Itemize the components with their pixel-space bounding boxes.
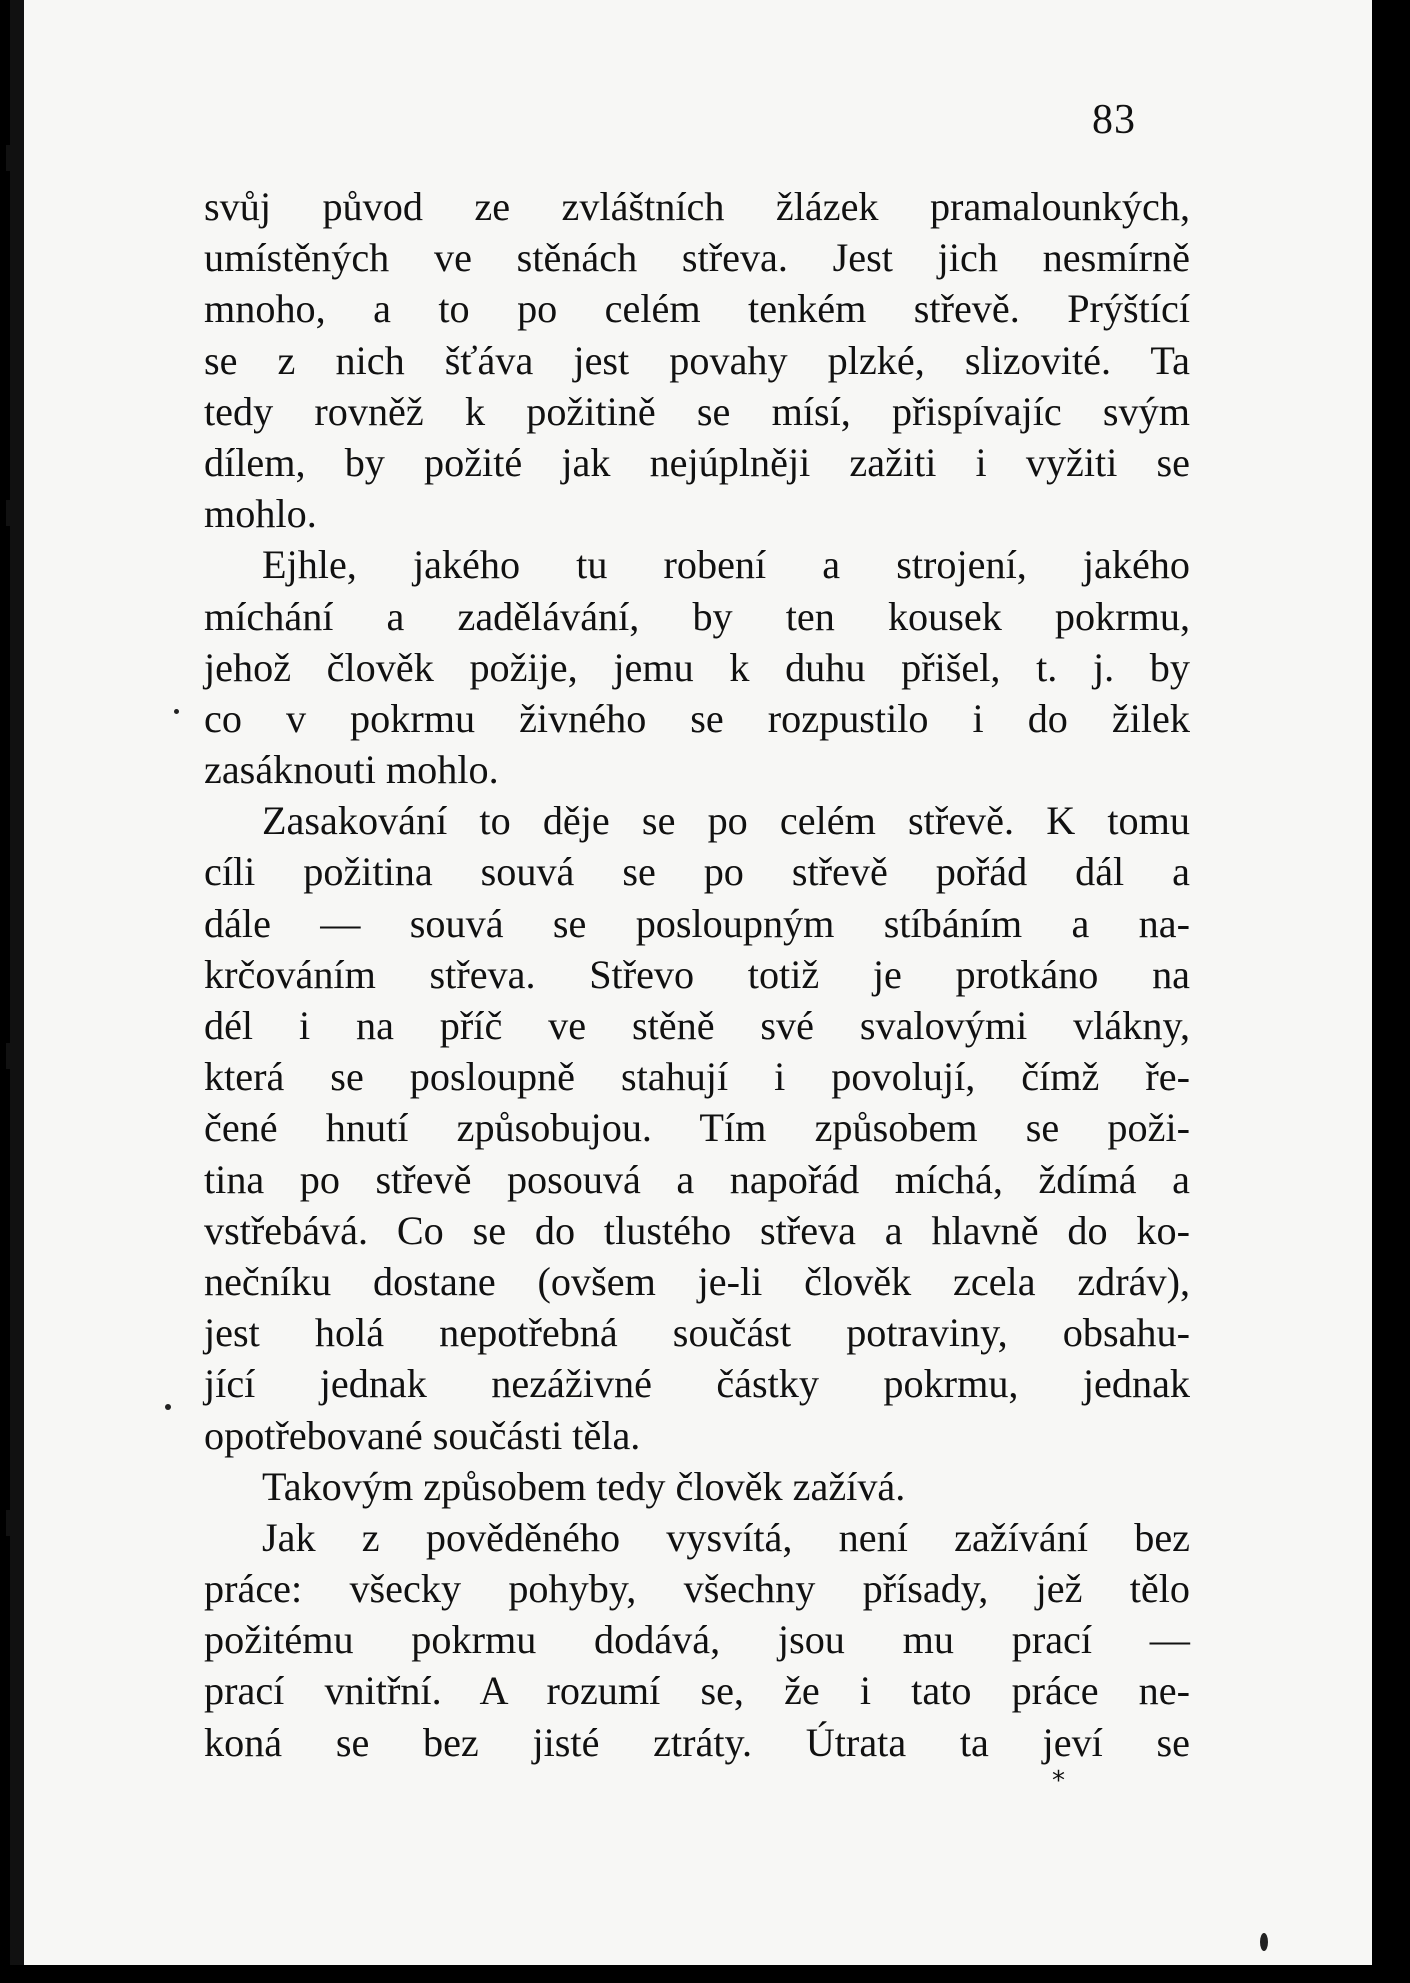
- text-line: tedy rovněž k požitině se mísí, přispívajíc svým: [204, 388, 1190, 434]
- body-text: [204, 181, 1190, 1768]
- text-line: Takovým způsobem tedy člověk zažívá.: [262, 1463, 906, 1509]
- text-line: mnoho, a to po celém tenkém střevě. Prýštící: [204, 286, 1190, 332]
- text-line: jehož člověk požije, jemu k duhu přišel, t. j. by: [204, 644, 1190, 690]
- book-page: [10, 0, 1372, 1965]
- page-edge-mark: [6, 1510, 24, 1536]
- text-line: požitému pokrmu dodává, jsou mu prací —: [204, 1617, 1190, 1663]
- text-line: Ejhle, jakého tu robení a strojení, jakého: [262, 542, 1190, 588]
- text-line: krčováním střeva. Střevo totiž je protkáno na: [204, 951, 1190, 997]
- text-line: jest holá nepotřebná součást potraviny, obsahu-: [204, 1310, 1190, 1356]
- page-edge-mark: [6, 145, 24, 171]
- scan-speck: [1260, 1933, 1268, 1951]
- text-line: mohlo.: [204, 491, 317, 537]
- text-line: dílem, by požité jak nejúplněji zažiti i vyžiti se: [204, 439, 1190, 485]
- text-line: cíli požitina souvá se po střevě pořád dál a: [204, 849, 1190, 895]
- scan-speck: [174, 709, 179, 714]
- text-line: opotřebované součásti těla.: [204, 1412, 641, 1458]
- text-line: koná se bez jisté ztráty. Útrata ta jeví se: [204, 1719, 1190, 1765]
- text-line: prací vnitřní. A rozumí se, že i tato práce ne-: [204, 1668, 1190, 1714]
- scan-speck: [165, 1404, 171, 1410]
- text-line: Zasakování to děje se po celém střevě. K tomu: [262, 798, 1190, 844]
- page-edge-mark: [6, 500, 24, 526]
- text-line: umístěných ve stěnách střeva. Jest jich nesmírně: [204, 235, 1190, 281]
- page-number: 83: [1092, 97, 1136, 143]
- text-line: práce: všecky pohyby, všechny přísady, jež tělo: [204, 1566, 1190, 1612]
- text-line: čené hnutí způsobujou. Tím způsobem se poži-: [204, 1105, 1190, 1151]
- text-line: nečníku dostane (ovšem je-li člověk zcela zdráv),: [204, 1258, 1190, 1304]
- text-line: míchání a zadělávání, by ten kousek pokrmu,: [204, 593, 1190, 639]
- text-line: která se posloupně stahují i povolují, čímž ře-: [204, 1054, 1190, 1100]
- text-line: zasáknouti mohlo.: [204, 747, 499, 793]
- text-line: vstřebává. Co se do tlustého střeva a hlavně do ko-: [204, 1207, 1190, 1253]
- text-line: co v pokrmu živného se rozpustilo i do žilek: [204, 695, 1190, 741]
- text-line: Jak z pověděného vysvítá, není zažívání bez: [262, 1514, 1190, 1560]
- text-line: svůj původ ze zvláštních žlázek pramalounkých,: [204, 184, 1190, 229]
- page-edge-mark: [6, 1043, 24, 1069]
- text-line: se z nich šťáva jest povahy plzké, slizovité. Ta: [204, 337, 1190, 383]
- text-line: dále — souvá se posloupným stíbáním a na-: [204, 900, 1190, 946]
- text-line: jící jednak nezáživné částky pokrmu, jednak: [204, 1361, 1190, 1407]
- printer-signature-mark: *: [1052, 1766, 1065, 1796]
- text-line: tina po střevě posouvá a napořád míchá, ždímá a: [204, 1156, 1190, 1202]
- text-line: dél i na příč ve stěně své svalovými vlákny,: [204, 1003, 1190, 1048]
